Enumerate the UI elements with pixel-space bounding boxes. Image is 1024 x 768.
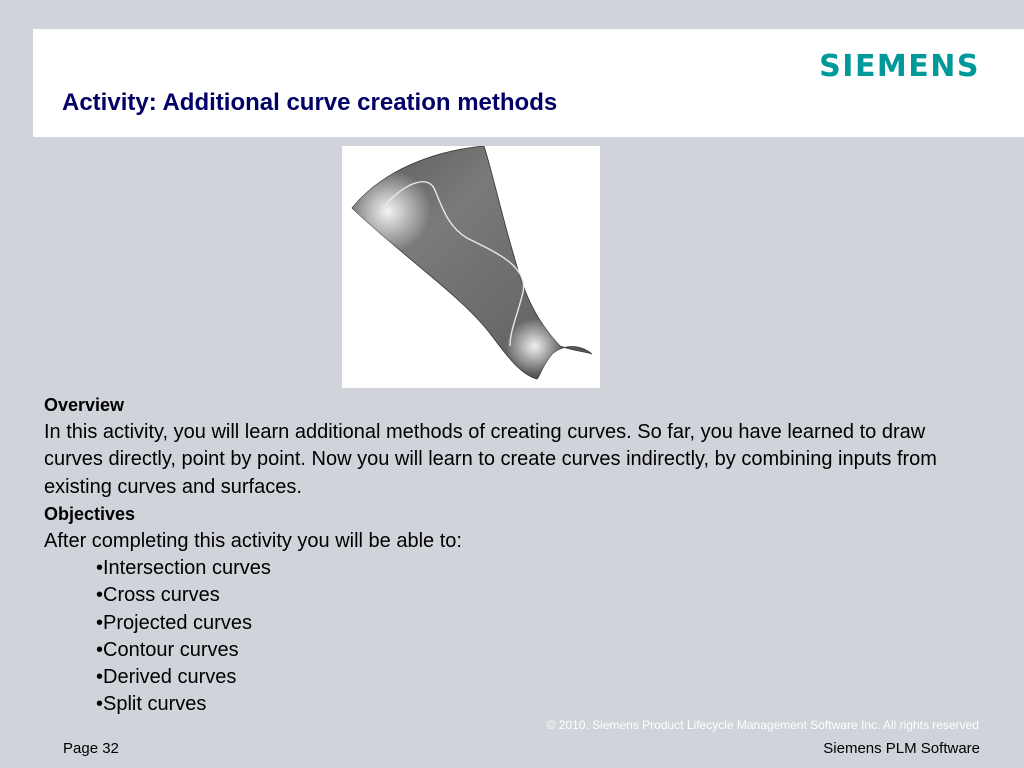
company-name: Siemens PLM Software <box>823 740 980 757</box>
list-item: •Split curves <box>96 693 207 716</box>
list-item: •Projected curves <box>96 611 252 634</box>
list-item: •Intersection curves <box>96 557 271 580</box>
objectives-list <box>44 555 984 718</box>
list-item: •Cross curves <box>96 584 220 607</box>
slide-body <box>44 392 984 718</box>
overview-heading: Overview <box>44 395 125 415</box>
list-item: •Contour curves <box>96 638 239 661</box>
objectives-heading: Objectives <box>44 503 136 524</box>
overview-text: In this activity, you will learn additional methods of creating curves. So far, you have learned to draw curves directly, point by point. Now you will learn to create curves indirectly, by combining inputs from existing curves and surfaces. <box>44 421 937 498</box>
siemens-logo: SIEMENS <box>819 49 980 84</box>
objectives-intro: After completing this activity you will be able to: <box>44 530 462 553</box>
copyright-notice: © 2010. Siemens Product Lifecycle Management Software Inc. All rights reserved <box>546 718 979 732</box>
slide-header <box>33 29 1024 137</box>
surface-figure <box>342 146 600 388</box>
page-number: Page 32 <box>63 740 119 757</box>
slide-title: Activity: Additional curve creation methods <box>62 89 558 116</box>
list-item: •Derived curves <box>96 666 237 689</box>
surface-with-curve-icon <box>342 146 600 388</box>
